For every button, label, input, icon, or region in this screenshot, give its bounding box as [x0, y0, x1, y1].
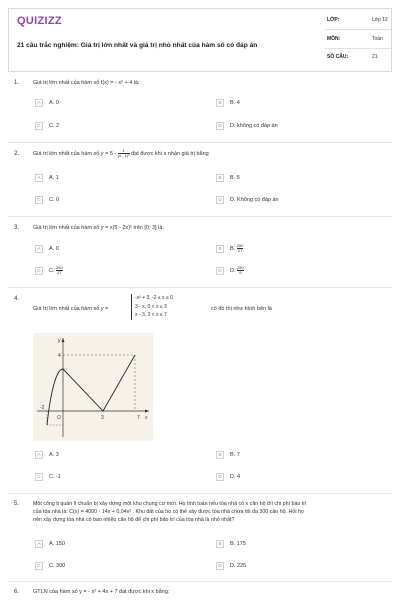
question-text [33, 500, 383, 524]
option-letter-box[interactable]: B [216, 245, 224, 253]
grade-label: LỚP: [327, 17, 340, 23]
option-letter-box[interactable]: B [216, 174, 224, 182]
option-text: B. 175 [230, 541, 246, 547]
question-number: 4. [14, 296, 20, 302]
tick-label-7: 7 [137, 415, 140, 421]
fraction-denominator: 27 [57, 270, 62, 275]
quizizz-logo: QUIZIZZ [17, 15, 62, 27]
tick-label-3: 3 [101, 415, 104, 421]
option-prefix: B. [230, 245, 236, 252]
option-text: A. 3 [49, 452, 59, 458]
meta-divider [325, 29, 391, 30]
option-text [230, 244, 243, 253]
option-letter-box[interactable]: B [216, 451, 224, 459]
fraction [56, 266, 63, 275]
question-number: 3. [14, 225, 20, 231]
question-count-label: SỐ CÂU: [327, 54, 349, 60]
worksheet-header [8, 8, 392, 72]
option-letter-box[interactable]: A [35, 451, 43, 459]
option-text: D. Không có đáp án [230, 197, 279, 203]
question-text: Giá trị lớn nhất của hàm số y = x(5 - 2x)² trên [0; 3] là: [33, 225, 164, 231]
fraction-numerator: 250 [236, 243, 244, 248]
option-text [49, 266, 63, 275]
fraction-numerator: 250 [56, 265, 63, 270]
option-letter-box[interactable]: D [216, 562, 224, 570]
question-number: 6. [14, 589, 20, 595]
question-text-line: của tòa nhà là: C(x) = 4000 - 14x + 0,04x² . Khu đất của họ có thể xây được tòa nhà chứa tối đa 300 căn hộ. Hỏi họ [33, 509, 304, 515]
question-number: 1. [14, 80, 20, 86]
fraction-denominator: (x - 1)² [117, 153, 130, 158]
option-text: C. -1 [49, 474, 61, 480]
x-axis-label: x [145, 415, 148, 421]
question-text-part: Giá trị lớn nhất của hàm số y = 5 - [33, 150, 117, 157]
question-text-part: đạt được khi x nhận giá trị bằng [131, 150, 209, 157]
option-prefix: D. [230, 267, 236, 274]
fraction-denominator: 9 [239, 270, 242, 275]
question-text-line: nên xây dựng tòa nhà có bao nhiêu căn hộ để chi phí bảo trì của tòa nhà là nhỏ nhất? [33, 517, 235, 523]
fraction [237, 244, 244, 253]
y-axis-arrow [62, 338, 65, 342]
option-text: C. 0 [49, 197, 60, 203]
question-text-line: Một công ti quản lí chuẩn bị xây dựng một khu chung cư mới. Họ tính toán nếu tòa nhà có x căn hộ thì chi phí bảo trì [33, 501, 307, 507]
option-letter-box[interactable]: A [35, 540, 43, 548]
option-prefix: C. [49, 267, 55, 274]
origin-label: O [57, 415, 61, 421]
question-text: Giá trị lớn nhất của hàm số f(x) = - x² + 4 là: [33, 80, 140, 86]
y-axis-label: y [58, 338, 61, 344]
question-text-part: Giá trị lớn nhất của hàm số y = [33, 306, 109, 312]
fraction-numerator: 1 [118, 149, 130, 154]
option-letter-box[interactable]: A [35, 245, 43, 253]
fraction [118, 149, 130, 158]
option-letter-box[interactable]: D [216, 473, 224, 481]
fraction-denominator: 27 [237, 248, 243, 253]
option-text: C. 2 [49, 123, 60, 129]
option-text: D. 225 [230, 563, 247, 569]
option-text: B. 4 [230, 100, 240, 106]
fraction-numerator: 250 [237, 265, 244, 270]
piecewise-case: x - 3, 3 < x ≤ 7 [135, 312, 167, 318]
function-graph-svg [33, 333, 153, 441]
question-text [33, 149, 383, 158]
option-letter-box[interactable]: D [216, 196, 224, 204]
option-letter-box[interactable]: B [216, 540, 224, 548]
option-letter-box[interactable]: A [35, 99, 43, 107]
piecewise-function [131, 294, 173, 320]
question-number: 2. [14, 151, 20, 157]
question-divider [8, 493, 392, 494]
question-divider [8, 581, 392, 582]
option-text: B. 7 [230, 452, 240, 458]
option-text: A. 1 [49, 175, 59, 181]
piecewise-case: 3 - x, 0 < x ≤ 3 [135, 303, 167, 310]
meta-divider [325, 48, 391, 49]
option-letter-box[interactable]: C [35, 267, 43, 275]
subject-value: Toán [372, 36, 383, 42]
question-divider [8, 142, 392, 143]
option-letter-box[interactable]: C [35, 196, 43, 204]
option-letter-box[interactable]: A [35, 174, 43, 182]
option-text: B. 5 [230, 175, 240, 181]
option-letter-box[interactable]: B [216, 99, 224, 107]
option-text: A. 150 [49, 541, 65, 547]
grade-value: Lớp 12 [372, 17, 388, 23]
option-letter-box[interactable]: D [216, 267, 224, 275]
question-number: 5. [14, 501, 20, 507]
option-text: A. 0 [49, 100, 59, 106]
question-divider [8, 216, 392, 217]
question-divider [8, 287, 392, 288]
worksheet-title: 21 câu trắc nghiệm: Giá trị lớn nhất và giá trị nhỏ nhất của hàm số có đáp án [17, 42, 258, 49]
question-text: GTLN của hàm số y = - x² + 4x + 7 đạt được khi x bằng: [33, 589, 170, 595]
piecewise-case: -x² + 3, -2 ≤ x ≤ 0 [135, 295, 173, 301]
option-letter-box[interactable]: C [35, 473, 43, 481]
fraction [237, 266, 244, 275]
question-count-value: 21 [372, 54, 378, 60]
option-text: D. không có đáp án [230, 123, 278, 129]
x-axis-arrow [145, 410, 149, 413]
tick-label-4: 4 [58, 353, 61, 359]
option-text [230, 266, 244, 275]
option-text: C. 300 [49, 563, 66, 569]
question-text-part: có đồ thị như hình bên là [211, 306, 272, 312]
function-graph [33, 333, 153, 441]
option-text: A. 0 [49, 246, 59, 252]
subject-label: MÔN: [327, 36, 341, 42]
option-letter-box[interactable]: C [35, 122, 43, 130]
option-letter-box[interactable]: D [216, 122, 224, 130]
option-text: D. 4 [230, 474, 241, 480]
tick-label-neg2: -2 [40, 405, 45, 411]
option-letter-box[interactable]: C [35, 562, 43, 570]
